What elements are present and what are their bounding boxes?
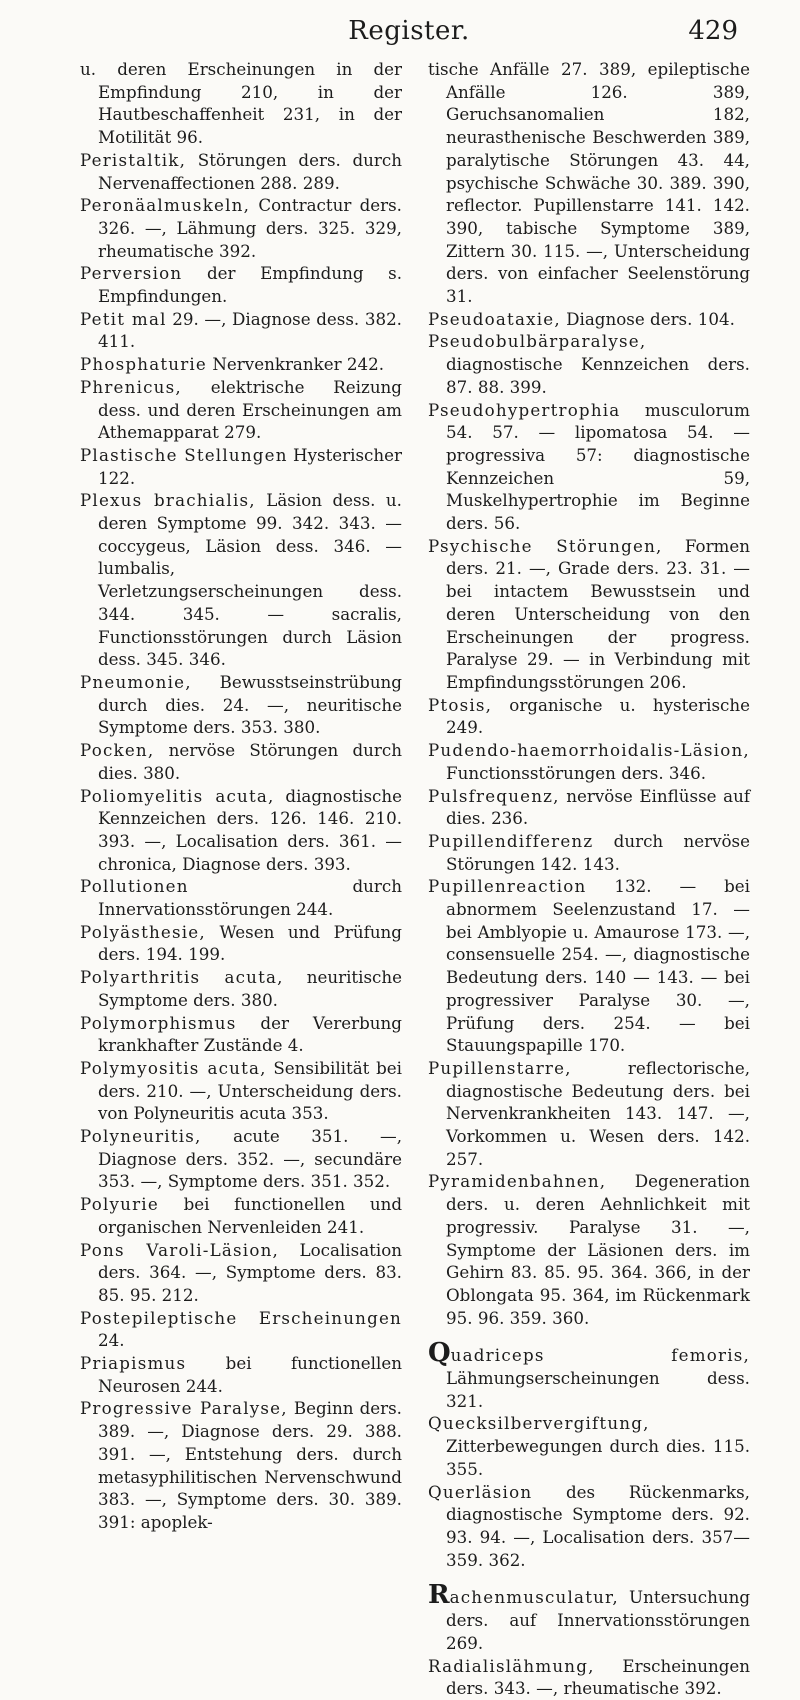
- index-headword: Pseudohypertrophia: [428, 399, 621, 420]
- index-references: 24.: [98, 1330, 125, 1351]
- index-headword: Pupillendifferenz: [428, 830, 594, 851]
- index-entry: [80, 58, 402, 149]
- index-headword: Pneumonie,: [80, 671, 192, 692]
- index-references: bei functionellen Neurosen 244.: [98, 1353, 402, 1396]
- index-entry: [80, 1397, 402, 1533]
- index-headword: Psychische Störungen,: [428, 535, 663, 556]
- index-references: Läsion dess. u. deren Symptome 99. 342. 343. — coccygeus, Läsion dess. 346. — lumbalis, Verletzungserscheinungen dess. 344. 345. — sacralis, Functionsstörungen durch Läsion dess. 345. 346.: [98, 490, 402, 670]
- index-references: Untersuchung ders. auf Innervationsstörungen 269.: [446, 1587, 750, 1653]
- index-headword: Pseudobulbärparalyse,: [428, 331, 647, 352]
- index-headword: Plastische Stellungen: [80, 444, 288, 465]
- index-references: der Vererbung krankhafter Zustände 4.: [98, 1012, 402, 1056]
- index-entry: [428, 535, 750, 694]
- running-title: Register.: [348, 16, 470, 46]
- index-entry: [80, 785, 402, 876]
- index-headword: Phosphaturie: [80, 354, 208, 375]
- index-references: acute 351. —, Diagnose ders. 352. —, secundäre 353. —, Symptome ders. 351. 352.: [98, 1126, 402, 1192]
- index-entry: [428, 1338, 750, 1412]
- index-headword: Plexus brachialis,: [80, 490, 256, 511]
- index-headword: Pons Varoli-Läsion,: [80, 1239, 280, 1260]
- index-references: durch Innervationsstörungen 244.: [98, 876, 402, 920]
- index-references: Erscheinungen ders. 343. —, rheumatische 392.: [446, 1655, 750, 1699]
- index-references: der Empfindung s. Empfindungen.: [98, 263, 402, 307]
- index-references: Lähmungserscheinungen dess. 321.: [446, 1368, 750, 1411]
- index-references: Degeneration ders. u. deren Aehnlichkeit mit progressiv. Paralyse 31. —, Symptome der Läsionen ders. im Gehirn 83. 85. 95. 364. 366, in der Oblongata 95. 364, im Rückenmark 95. 96. 359. 360.: [446, 1171, 750, 1328]
- index-entry: [80, 1125, 402, 1193]
- index-entry: [80, 308, 402, 353]
- index-headword: Polyneuritis,: [80, 1126, 202, 1147]
- index-entry: [80, 444, 402, 489]
- index-entry: [80, 262, 402, 307]
- section-initial: R: [428, 1580, 450, 1611]
- index-headword: Phrenicus,: [80, 376, 182, 397]
- index-headword: Poliomyelitis acuta,: [80, 785, 275, 806]
- index-references: Wesen und Prüfung ders. 194. 199.: [98, 921, 402, 965]
- index-headword: Petit mal: [80, 308, 167, 329]
- index-headword: Quecksilbervergiftung,: [428, 1413, 650, 1434]
- index-entry: [80, 739, 402, 784]
- index-headword: Pyramidenbahnen,: [428, 1171, 607, 1192]
- index-references: u. deren Erscheinungen in der Empfindung 210, in der Hautbeschaffenheit 231, in der Motilität 96.: [80, 59, 402, 148]
- index-headword: Polyästhesie,: [80, 921, 206, 942]
- index-references: diagnostische Kennzeichen ders. 87. 88. 399.: [446, 354, 750, 397]
- index-references: Sensibilität bei ders. 210. —, Unterscheidung ders. von Polyneuritis acuta 353.: [98, 1057, 402, 1124]
- index-entry: [80, 921, 402, 966]
- index-references: Localisation ders. 364. —, Symptome ders. 83. 85. 95. 212.: [98, 1239, 402, 1305]
- index-entry: [80, 1193, 402, 1238]
- index-headword: Polymorphismus: [80, 1012, 237, 1033]
- index-entry: [428, 1580, 750, 1654]
- index-references: Nervenkranker 242.: [212, 354, 385, 375]
- index-references: Functionsstörungen ders. 346.: [446, 762, 707, 783]
- index-entry: [80, 149, 402, 194]
- index-references: elektrische Reizung dess. und deren Erscheinungen am Athemapparat 279.: [98, 376, 402, 443]
- right-column: [428, 58, 750, 1700]
- index-headword: Pudendo-haemorrhoidalis-Läsion,: [428, 740, 750, 761]
- index-headword: Querläsion: [428, 1481, 533, 1502]
- index-headword: Ptosis,: [428, 694, 493, 715]
- index-entry: [80, 671, 402, 739]
- index-references: des Rückenmarks, diagnostische Symptome ders. 92. 93. 94. —, Localisation ders. 357—359. 362.: [446, 1481, 750, 1570]
- index-entry: [428, 399, 750, 535]
- index-headword: Pseudoataxie,: [428, 308, 561, 329]
- index-columns: [80, 58, 750, 1699]
- index-references: Formen ders. 21. —, Grade ders. 23. 31. — bei intactem Bewusstsein und deren Unterscheidung von den Erscheinungen der progress. Paralyse 29. — in Verbindung mit Empfindungsstörungen 206.: [446, 535, 750, 692]
- index-entry: [80, 1012, 402, 1057]
- index-references: Zitterbewegungen durch dies. 115. 355.: [446, 1436, 750, 1479]
- index-headword: Peronäalmuskeln,: [80, 195, 251, 216]
- index-headword: achenmusculatur,: [449, 1587, 619, 1608]
- index-headword: Polymyositis acuta,: [80, 1057, 267, 1078]
- index-entry: [428, 1057, 750, 1171]
- index-references: 29. —, Diagnose dess. 382. 411.: [98, 308, 402, 352]
- section-initial: Q: [428, 1338, 451, 1369]
- index-headword: Polyurie: [80, 1194, 159, 1215]
- page-number: 429: [688, 16, 738, 46]
- index-entry: [80, 376, 402, 444]
- index-headword: uadriceps femoris,: [450, 1345, 750, 1366]
- index-references: Contractur ders. 326. —, Lähmung ders. 325. 329, rheumatische 392.: [98, 195, 402, 261]
- index-entry: [80, 1057, 402, 1125]
- index-entry: [80, 1307, 402, 1352]
- index-entry: [80, 194, 402, 262]
- index-entry: [428, 785, 750, 830]
- index-entry: [428, 58, 750, 308]
- index-references: nervöse Störungen durch dies. 380.: [98, 740, 402, 783]
- index-entry: [428, 1481, 750, 1572]
- index-entry: [428, 1412, 750, 1480]
- index-entry: [428, 330, 750, 398]
- index-references: bei functionellen und organischen Nervenleiden 241.: [98, 1194, 402, 1237]
- index-entry: [428, 739, 750, 784]
- index-headword: Pupillenreaction: [428, 876, 587, 897]
- index-references: Hysterischer 122.: [98, 444, 402, 488]
- index-headword: Postepileptische Erscheinungen: [80, 1307, 402, 1328]
- index-references: organische u. hysterische 249.: [446, 694, 750, 738]
- index-headword: Pocken,: [80, 740, 155, 761]
- index-entry: [80, 1352, 402, 1397]
- index-headword: Peristaltik,: [80, 149, 187, 170]
- index-entry: [80, 875, 402, 920]
- index-entry: [80, 353, 402, 376]
- index-headword: Pulsfrequenz,: [428, 785, 560, 806]
- index-headword: Progressive Paralyse,: [80, 1398, 288, 1419]
- index-references: diagnostische Kennzeichen ders. 126. 146. 210. 393. —, Localisation ders. 361. — chronica, Diagnose ders. 393.: [98, 785, 402, 874]
- index-entry: [428, 875, 750, 1057]
- index-headword: Radialislähmung,: [428, 1655, 595, 1676]
- index-references: musculorum 54. 57. — lipomatosa 54. — progressiva 57: diagnostische Kennzeichen 59, Muskelhypertrophie im Beginne ders. 56.: [446, 399, 750, 534]
- index-references: neuritische Symptome ders. 380.: [98, 967, 402, 1010]
- index-headword: Perversion: [80, 263, 183, 284]
- index-references: tische Anfälle 27. 389, epileptische Anfälle 126. 389, Geruchsanomalien 182, neurasthenische Beschwerden 389, paralytische Störungen 43. 44, psychische Schwäche 30. 389. 390, reflector. Pupillenstarre 141. 142. 390, tabische Symptome 389, Zittern 30. 115. —, Unterscheidung ders. von einfacher Seelenstörung 31.: [428, 59, 750, 307]
- index-headword: Pupillenstarre,: [428, 1057, 572, 1078]
- index-references: nervöse Einflüsse auf dies. 236.: [446, 785, 750, 829]
- index-headword: Pollutionen: [80, 876, 189, 897]
- index-references: 132. — bei abnormem Seelenzustand 17. — bei Amblyopie u. Amaurose 173. —, consensuelle 254. —, diagnostische Bedeutung ders. 140 — 143. — bei progressiver Paralyse 30. —, Prüfung ders. 254. — bei Stauungspapille 170.: [446, 876, 750, 1056]
- left-column: [80, 58, 402, 1534]
- index-references: Beginn ders. 389. —, Diagnose ders. 29. 388. 391. —, Entstehung ders. durch metasyphilitischen Nervenschwund 383. —, Symptome ders. 30. 389. 391: apoplek-: [98, 1398, 402, 1532]
- index-entry: [428, 1655, 750, 1700]
- index-entry: [80, 966, 402, 1011]
- index-entry: [428, 1170, 750, 1329]
- index-entry: [80, 1239, 402, 1307]
- page-header: [80, 16, 738, 52]
- index-entry: [428, 694, 750, 739]
- index-headword: Polyarthritis acuta,: [80, 967, 284, 988]
- index-references: Bewusstseinstrübung durch dies. 24. —, neuritische Symptome ders. 353. 380.: [98, 671, 402, 738]
- index-entry: [428, 308, 750, 331]
- index-references: durch nervöse Störungen 142. 143.: [446, 830, 750, 874]
- index-entry: [80, 489, 402, 671]
- index-references: Störungen ders. durch Nervenaffectionen 288. 289.: [98, 149, 402, 193]
- index-references: reflectorische, diagnostische Bedeutung ders. bei Nervenkrankheiten 143. 147. —, Vorkommen u. Wesen ders. 142. 257.: [446, 1057, 750, 1169]
- index-headword: Priapismus: [80, 1353, 187, 1374]
- index-entry: [428, 830, 750, 875]
- index-references: Diagnose ders. 104.: [566, 308, 735, 329]
